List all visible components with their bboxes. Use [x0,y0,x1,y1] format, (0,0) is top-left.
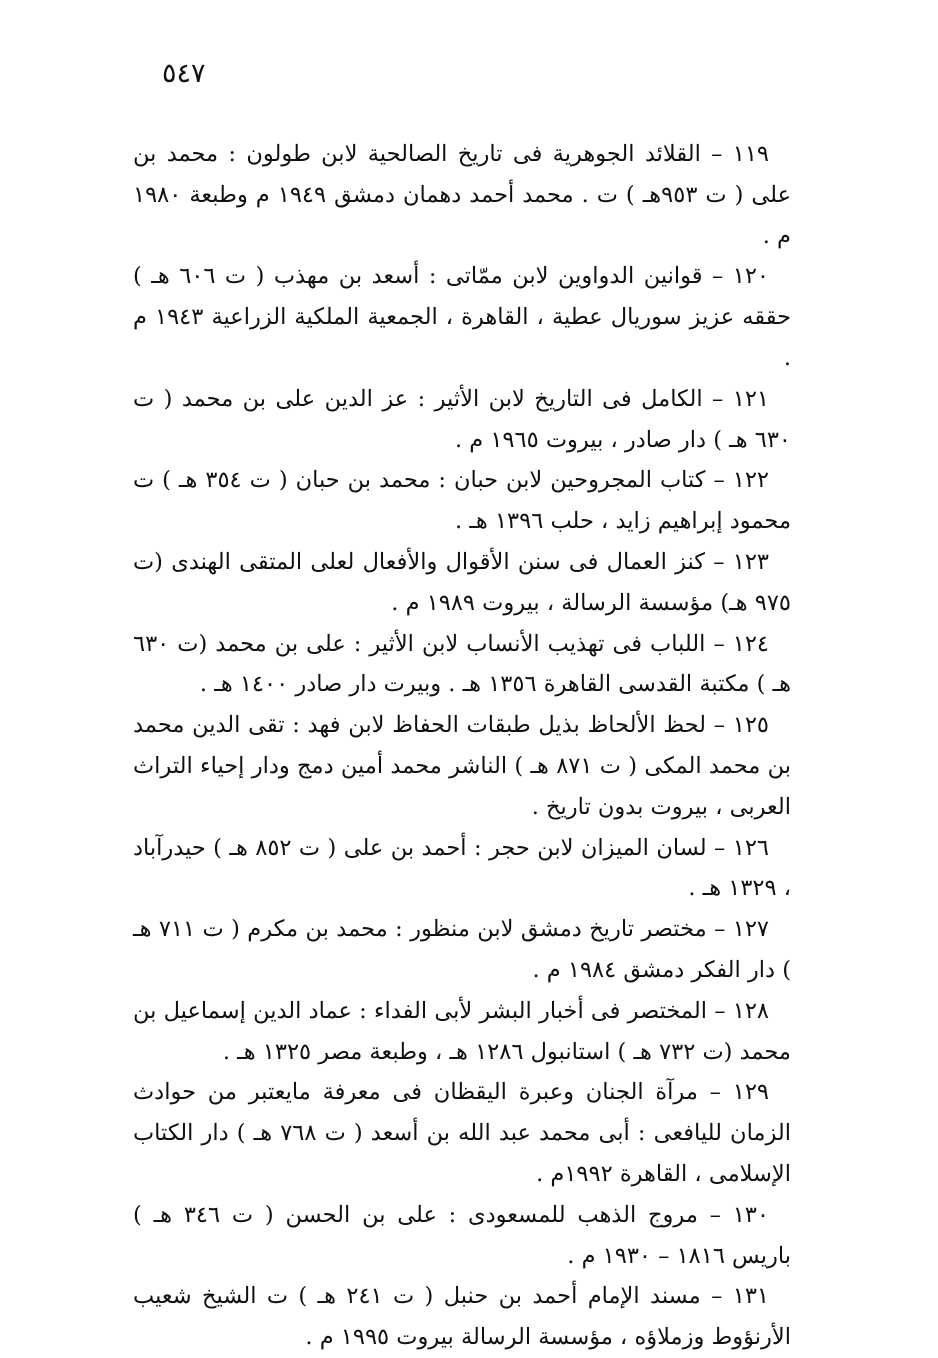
bibliography-entry-131: ١٣١ – مسند الإمام أحمد بن حنبل ( ت ٢٤١ هـ ) ت الشيخ شعيب الأرنؤوط وزملاؤه ، مؤسسة الرسالة بيروت ١٩٩٥ م . [133,1283,791,1351]
bibliography-entry-124: ١٢٤ – اللباب فى تهذيب الأنساب لابن الأثير : على بن محمد (ت ٦٣٠ هـ ) مكتبة القدسى القاهرة ١٣٥٦ هـ . وبيرت دار صادر ١٤٠٠ هـ . [133,630,791,698]
bibliography-entry-123: ١٢٣ – كنز العمال فى سنن الأقوال والأفعال لعلى المتقى الهندى (ت ٩٧٥ هـ) مؤسسة الرسالة ، بيروت ١٩٨٩ م . [133,548,791,616]
bibliography-entry-122: ١٢٢ – كتاب المجروحين لابن حبان : محمد بن حبان ( ت ٣٥٤ هـ ) ت محمود إبراهيم زايد ، حلب ١٣٩٦ هـ . [133,467,791,535]
bibliography-entry-127: ١٢٧ – مختصر تاريخ دمشق لابن منظور : محمد بن مكرم ( ت ٧١١ هـ ) دار الفكر دمشق ١٩٨٤ م . [133,916,791,983]
page-number: ٥٤٧ [162,58,206,89]
bibliography-entry-129: ١٢٩ – مرآة الجنان وعبرة اليقظان فى معرفة مايعتبر من حوادث الزمان لليافعى : أبى محمد عبد الله بن أسعد ( ت ٧٦٨ هـ ) دار الكتاب الإسلامى ، القاهرة ١٩٩٢م . [133,1079,791,1187]
bibliography-list [133,134,791,1358]
bibliography-entry-130: ١٣٠ – مروج الذهب للمسعودى : على بن الحسن ( ت ٣٤٦ هـ ) باريس ١٨١٦ – ١٩٣٠ م . [133,1201,791,1269]
bibliography-entry-128: ١٢٨ – المختصر فى أخبار البشر لأبى الفداء : عماد الدين إسماعيل بن محمد (ت ٧٣٢ هـ ) استانبول ١٢٨٦ هـ ، وطبعة مصر ١٣٢٥ هـ . [133,997,791,1065]
bibliography-entry-126: ١٢٦ – لسان الميزان لابن حجر : أحمد بن على ( ت ٨٥٢ هـ ) حيدرآباد ، ١٣٢٩ هـ . [133,834,791,902]
bibliography-entry-125: ١٢٥ – لحظ الألحاظ بذيل طبقات الحفاظ لابن فهد : تقى الدين محمد بن محمد المكى ( ت ٨٧١ هـ ) الناشر محمد أمين دمج ودار إحياء التراث العربى ، بيروت بدون تاريخ . [133,712,791,820]
bibliography-entry-119: ١١٩ – القلائد الجوهرية فى تاريخ الصالحية لابن طولون : محمد بن على ( ت ٩٥٣هـ ) ت . محمد أحمد دهمان دمشق ١٩٤٩ م وطبعة ١٩٨٠ م . [133,141,792,249]
bibliography-entry-120: ١٢٠ – قوانين الدواوين لابن ممّاتى : أسعد بن مهذب ( ت ٦٠٦ هـ ) حققه عزيز سوريال عطية ، القاهرة ، الجمعية الملكية الزراعية ١٩٤٣ م . [133,263,791,371]
bibliography-entry-121: ١٢١ – الكامل فى التاريخ لابن الأثير : عز الدين على بن محمد ( ت ٦٣٠ هـ ) دار صادر ، بيروت ١٩٦٥ م . [133,385,791,453]
